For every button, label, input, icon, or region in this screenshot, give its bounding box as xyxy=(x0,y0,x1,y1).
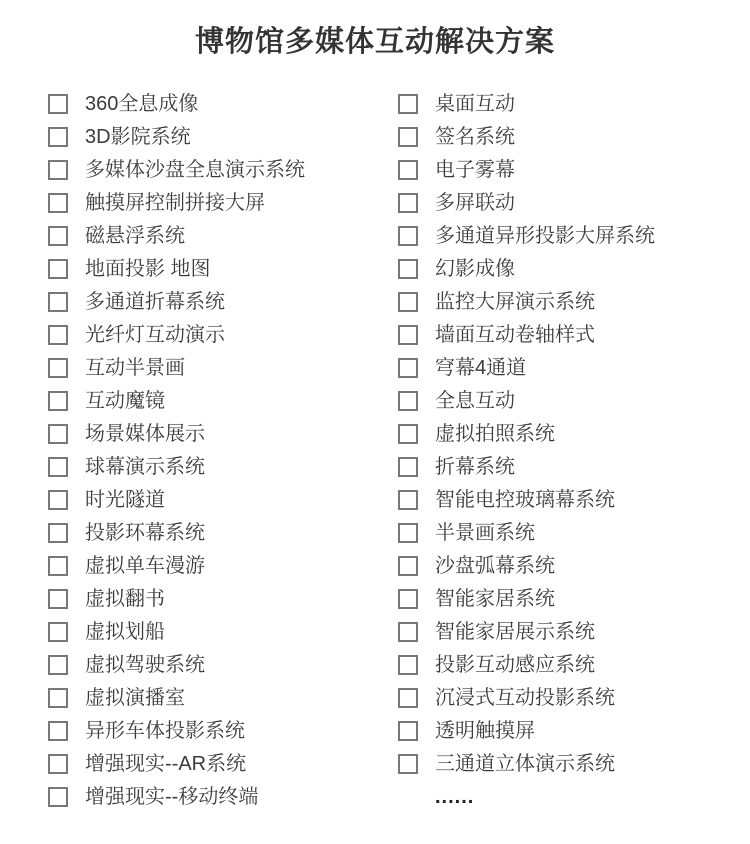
checklist-item xyxy=(398,186,655,219)
checklist-item-label: 签名系统 xyxy=(435,125,515,148)
checklist-item-label: 光纤灯互动演示 xyxy=(85,323,225,346)
checklist-item xyxy=(48,780,398,813)
checklist-item xyxy=(398,483,655,516)
checklist-item-label: 墙面互动卷轴样式 xyxy=(435,323,595,346)
checklist-item xyxy=(398,615,655,648)
checklist-item-label: 3D影院系统 xyxy=(85,125,191,148)
checkbox[interactable] xyxy=(48,94,68,114)
checkbox[interactable] xyxy=(398,490,418,510)
checklist xyxy=(0,87,750,813)
checklist-item-label: 增强现实--移动终端 xyxy=(85,785,259,808)
checklist-item xyxy=(48,351,398,384)
checklist-item xyxy=(48,615,398,648)
checkbox[interactable] xyxy=(398,127,418,147)
checklist-item xyxy=(48,219,398,252)
checkbox[interactable] xyxy=(48,259,68,279)
checklist-item-label: 虚拟驾驶系统 xyxy=(85,653,205,676)
checkbox[interactable] xyxy=(48,292,68,312)
checkbox[interactable] xyxy=(398,193,418,213)
checklist-item-label: 监控大屏演示系统 xyxy=(435,290,595,313)
checkbox[interactable] xyxy=(48,787,68,807)
checkbox[interactable] xyxy=(398,622,418,642)
checklist-item xyxy=(48,318,398,351)
checklist-more-row xyxy=(398,780,655,813)
checkbox[interactable] xyxy=(48,523,68,543)
checklist-item xyxy=(398,747,655,780)
checkbox[interactable] xyxy=(398,292,418,312)
checklist-item-label: 多通道折幕系统 xyxy=(85,290,225,313)
checklist-item xyxy=(398,384,655,417)
checkbox[interactable] xyxy=(48,688,68,708)
checklist-item xyxy=(48,285,398,318)
checklist-item xyxy=(48,747,398,780)
checkbox[interactable] xyxy=(48,193,68,213)
checklist-item-label: 沙盘弧幕系统 xyxy=(435,554,555,577)
checklist-item xyxy=(398,450,655,483)
checkbox[interactable] xyxy=(398,721,418,741)
checklist-item xyxy=(48,153,398,186)
checklist-item xyxy=(398,582,655,615)
checklist-item-label: 虚拟翻书 xyxy=(85,587,165,610)
checklist-item xyxy=(48,186,398,219)
checkbox[interactable] xyxy=(398,457,418,477)
checkbox[interactable] xyxy=(398,424,418,444)
checklist-item-label: 透明触摸屏 xyxy=(435,719,535,742)
checklist-item xyxy=(398,120,655,153)
checklist-item-label: 互动半景画 xyxy=(85,356,185,379)
checklist-item xyxy=(398,285,655,318)
checklist-item xyxy=(48,417,398,450)
checklist-column-left xyxy=(48,87,398,813)
checkbox[interactable] xyxy=(48,721,68,741)
checklist-item xyxy=(398,714,655,747)
checklist-item xyxy=(398,648,655,681)
checkbox[interactable] xyxy=(398,325,418,345)
checkbox[interactable] xyxy=(398,754,418,774)
checklist-item-label: 投影环幕系统 xyxy=(85,521,205,544)
checkbox[interactable] xyxy=(398,391,418,411)
checklist-item-label: 电子雾幕 xyxy=(435,158,515,181)
checklist-item-label: 穹幕4通道 xyxy=(435,356,527,379)
checklist-item-label: 互动魔镜 xyxy=(85,389,165,412)
checklist-item-label: 智能家居系统 xyxy=(435,587,555,610)
checklist-item-label: 虚拟划船 xyxy=(85,620,165,643)
checkbox[interactable] xyxy=(398,589,418,609)
checkbox[interactable] xyxy=(48,424,68,444)
checklist-item xyxy=(48,450,398,483)
checkbox[interactable] xyxy=(48,622,68,642)
checkbox[interactable] xyxy=(48,457,68,477)
checklist-item xyxy=(48,582,398,615)
ellipsis-text: ...... xyxy=(435,785,475,808)
checklist-item xyxy=(398,153,655,186)
checkbox[interactable] xyxy=(48,358,68,378)
checklist-item xyxy=(48,549,398,582)
checklist-item-label: 时光隧道 xyxy=(85,488,165,511)
checkbox[interactable] xyxy=(398,160,418,180)
checklist-item xyxy=(48,714,398,747)
checklist-item xyxy=(48,648,398,681)
checklist-item-label: 虚拟拍照系统 xyxy=(435,422,555,445)
checkbox[interactable] xyxy=(48,589,68,609)
checklist-item-label: 投影互动感应系统 xyxy=(435,653,595,676)
checklist-item-label: 场景媒体展示 xyxy=(85,422,205,445)
checklist-column-right xyxy=(398,87,655,813)
checklist-item xyxy=(48,252,398,285)
checklist-item-label: 磁悬浮系统 xyxy=(85,224,185,247)
checkbox[interactable] xyxy=(48,556,68,576)
checkbox[interactable] xyxy=(48,490,68,510)
checklist-item-label: 折幕系统 xyxy=(435,455,515,478)
checkbox[interactable] xyxy=(48,325,68,345)
checklist-item-label: 半景画系统 xyxy=(435,521,535,544)
checklist-item xyxy=(398,681,655,714)
page-title: 博物馆多媒体互动解决方案 xyxy=(194,26,555,58)
checklist-item xyxy=(398,351,655,384)
checkbox[interactable] xyxy=(48,226,68,246)
checkbox[interactable] xyxy=(398,94,418,114)
checklist-item-label: 地面投影 地图 xyxy=(85,257,211,280)
checklist-item xyxy=(48,120,398,153)
checklist-item xyxy=(398,417,655,450)
checkbox[interactable] xyxy=(398,259,418,279)
checkbox[interactable] xyxy=(398,358,418,378)
checklist-item-label: 多媒体沙盘全息演示系统 xyxy=(85,158,305,181)
checklist-item xyxy=(398,516,655,549)
checkbox[interactable] xyxy=(48,655,68,675)
checkbox[interactable] xyxy=(398,556,418,576)
checklist-item xyxy=(48,681,398,714)
checklist-item xyxy=(398,318,655,351)
checkbox[interactable] xyxy=(48,127,68,147)
checklist-item-label: 异形车体投影系统 xyxy=(85,719,245,742)
checkbox[interactable] xyxy=(48,391,68,411)
checklist-item xyxy=(398,87,655,120)
checklist-item-label: 智能电控玻璃幕系统 xyxy=(435,488,615,511)
checklist-item xyxy=(398,252,655,285)
checklist-item-label: 虚拟演播室 xyxy=(85,686,185,709)
checklist-item xyxy=(48,483,398,516)
checklist-item-label: 虚拟单车漫游 xyxy=(85,554,205,577)
checklist-item-label: 三通道立体演示系统 xyxy=(435,752,615,775)
checklist-item-label: 多通道异形投影大屏系统 xyxy=(435,224,655,247)
checklist-item-label: 球幕演示系统 xyxy=(85,455,205,478)
checkbox[interactable] xyxy=(398,226,418,246)
checklist-item xyxy=(398,549,655,582)
checklist-item-label: 幻影成像 xyxy=(435,257,515,280)
checklist-item xyxy=(48,384,398,417)
checklist-item xyxy=(398,219,655,252)
checklist-item xyxy=(48,87,398,120)
checkbox[interactable] xyxy=(398,688,418,708)
checklist-item-label: 桌面互动 xyxy=(435,92,515,115)
checklist-item-label: 沉浸式互动投影系统 xyxy=(435,686,615,709)
checklist-item-label: 增强现实--AR系统 xyxy=(85,752,247,775)
checkbox[interactable] xyxy=(398,523,418,543)
checklist-item-label: 智能家居展示系统 xyxy=(435,620,595,643)
checkbox[interactable] xyxy=(48,160,68,180)
checklist-item-label: 多屏联动 xyxy=(435,191,515,214)
checklist-item-label: 360全息成像 xyxy=(85,92,199,115)
checkbox[interactable] xyxy=(398,655,418,675)
checklist-item-label: 全息互动 xyxy=(435,389,515,412)
checkbox[interactable] xyxy=(48,754,68,774)
checklist-item xyxy=(48,516,398,549)
checklist-item-label: 触摸屏控制拼接大屏 xyxy=(85,191,265,214)
